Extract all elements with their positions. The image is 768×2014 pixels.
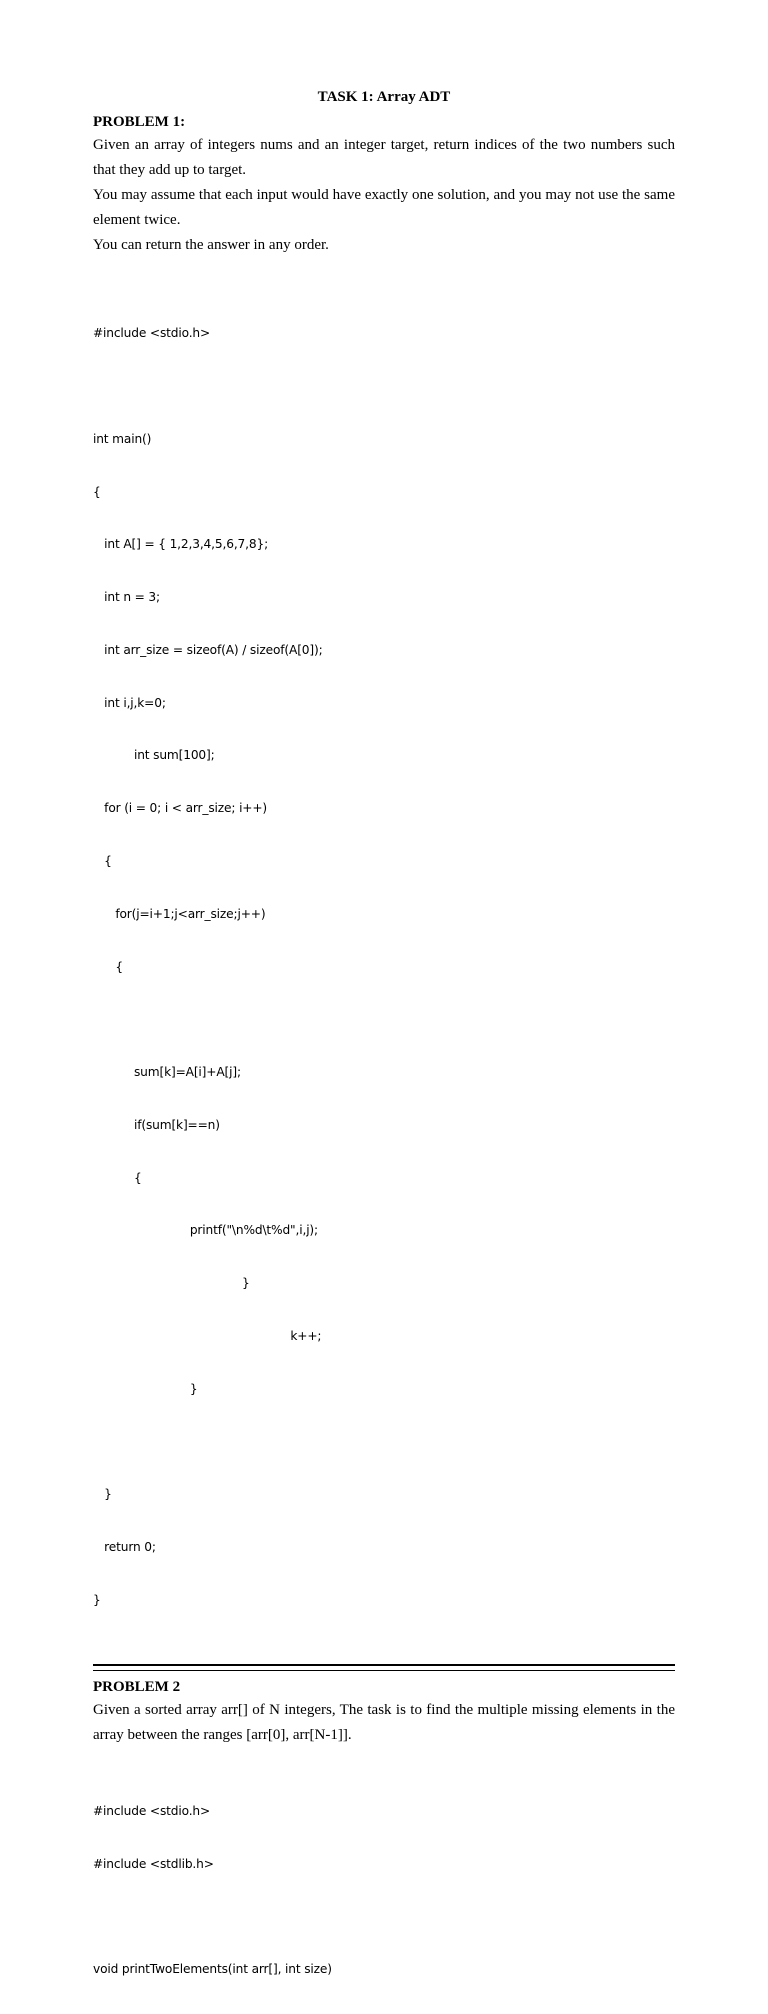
problem-1-paragraph-2: You may assume that each input would have exactly one solution, and you may not use the same element twice. xyxy=(93,187,675,228)
code-line: { xyxy=(93,484,101,499)
section-divider xyxy=(93,1664,675,1671)
problem-1-paragraph-1: Given an array of integers nums and an integer target, return indices of the two numbers such that they add up to target. xyxy=(93,137,675,178)
code-line: { xyxy=(93,1170,142,1185)
code-line xyxy=(93,1908,675,1926)
problem-1-heading: PROBLEM 1: xyxy=(93,114,186,130)
code-line: { xyxy=(93,959,123,974)
code-line xyxy=(93,378,675,396)
code-line: int sum[100]; xyxy=(93,748,215,763)
code-line: int A[] = { 1,2,3,4,5,6,7,8}; xyxy=(93,537,269,552)
code-line: } xyxy=(93,1592,101,1607)
code-line: #include <stdio.h> xyxy=(93,326,211,341)
code-line: } xyxy=(93,1276,250,1291)
code-line: printf("\n%d\t%d",i,j); xyxy=(93,1223,318,1238)
problem-1-code-block xyxy=(93,290,675,1645)
problem-1-paragraph-3: You can return the answer in any order. xyxy=(93,237,329,253)
code-line: if(sum[k]==n) xyxy=(93,1117,220,1132)
code-line: #include <stdio.h> xyxy=(93,1803,211,1818)
code-line: void printTwoElements(int arr[], int size) xyxy=(93,1962,332,1977)
problem-2-code-block xyxy=(93,1768,675,2014)
code-line: int main() xyxy=(93,431,152,446)
code-line: } xyxy=(93,1381,198,1396)
problem-2-paragraph-1: Given a sorted array arr[] of N integers, The task is to find the multiple missing elements in the array between the ranges [arr[0], arr[N-1]]. xyxy=(93,1701,675,1743)
code-line: for (i = 0; i < arr_size; i++) xyxy=(93,801,268,816)
problem-2-heading: PROBLEM 2 xyxy=(93,1678,181,1695)
code-line: } xyxy=(93,1487,112,1502)
code-line: int arr_size = sizeof(A) / sizeof(A[0]); xyxy=(93,642,323,657)
task-title: TASK 1: Array ADT xyxy=(317,89,451,105)
code-line: int n = 3; xyxy=(93,590,160,605)
code-line: sum[k]=A[i]+A[j]; xyxy=(93,1065,241,1080)
document-page xyxy=(93,86,675,2014)
code-line: for(j=i+1;j<arr_size;j++) xyxy=(93,906,266,921)
code-line: #include <stdlib.h> xyxy=(93,1856,214,1871)
code-line xyxy=(93,1434,675,1452)
code-line: k++; xyxy=(93,1329,322,1344)
code-line: return 0; xyxy=(93,1540,156,1555)
code-line: { xyxy=(93,854,112,868)
code-line: int i,j,k=0; xyxy=(93,695,166,710)
code-line xyxy=(93,1011,675,1029)
